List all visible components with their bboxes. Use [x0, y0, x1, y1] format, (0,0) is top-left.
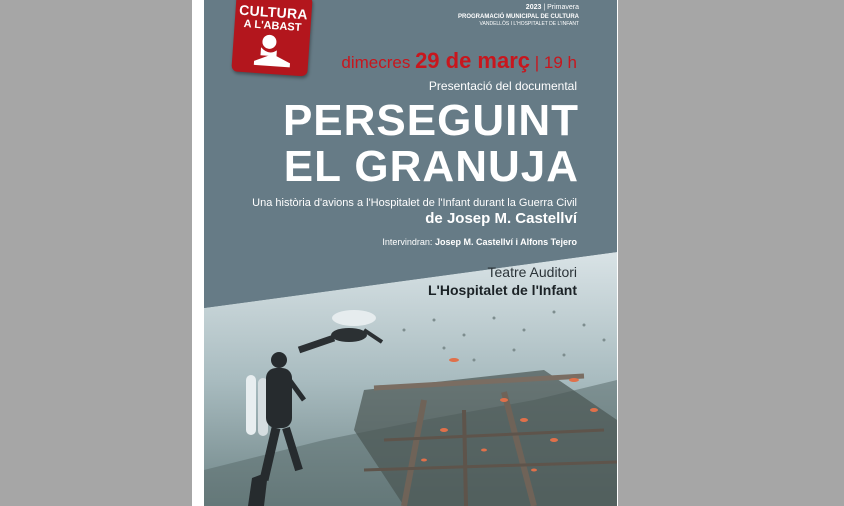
- event-day-month: 29 de març: [415, 48, 531, 73]
- program-name: PROGRAMACIÓ MUNICIPAL DE CULTURA: [458, 14, 579, 20]
- event-poster: [204, 0, 617, 506]
- event-subtitle: Presentació del documental: [428, 79, 577, 93]
- event-speakers: [382, 237, 577, 247]
- title-line1: PERSEGUINT: [282, 96, 579, 145]
- underwater-photo: [204, 0, 617, 506]
- title-line2: EL GRANUJA: [283, 142, 579, 191]
- program-season: | Primavera: [543, 4, 579, 11]
- program-place: VANDELLÒS I L'HOSPITALET DE L'INFANT: [479, 21, 579, 27]
- event-description: Una història d'avions a l'Hospitalet de l'Infant durant la Guerra Civil: [252, 197, 577, 209]
- program-year: 2023: [525, 4, 542, 11]
- program-info: [458, 4, 579, 27]
- reader-icon: [246, 30, 296, 69]
- event-time: | 19 h: [534, 53, 577, 72]
- logo-line2: A L'ABAST: [243, 18, 302, 35]
- speakers-names: Josep M. Castellví i Alfons Tejero: [434, 237, 577, 247]
- event-weekday: dimecres: [341, 53, 411, 72]
- logo-line1: CULTURA: [238, 1, 309, 23]
- cultura-a-labast-logo: [231, 0, 312, 77]
- speakers-label: Intervindran:: [382, 237, 433, 247]
- venue-name: Teatre Auditori: [487, 264, 577, 280]
- event-date: [341, 48, 577, 74]
- venue-town: L'Hospitalet de l'Infant: [428, 282, 577, 298]
- event-title: [283, 98, 579, 190]
- event-author: de Josep M. Castellví: [425, 210, 577, 227]
